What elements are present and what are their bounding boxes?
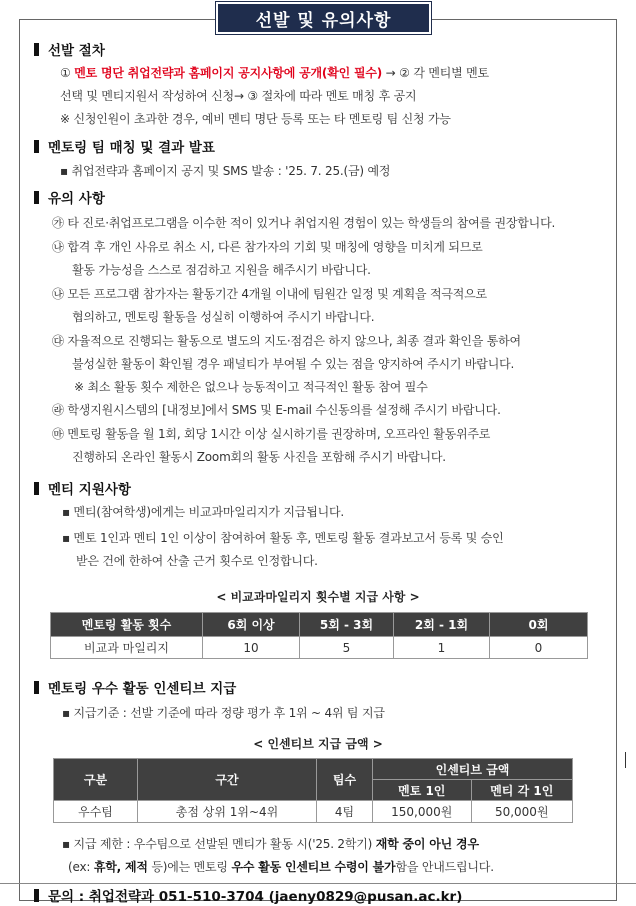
table-header-row: [54, 759, 573, 780]
table-cell: 1: [394, 637, 490, 659]
contact-text: 문의 : 취업전략과 051-510-3704 (jaeny0829@pusan.ac.kr): [48, 889, 463, 905]
limit-bold: 우수 활동 인센티브 수령이 불가: [231, 860, 396, 874]
table-cell: 5: [300, 637, 394, 659]
section-title: 멘티 지원사항: [48, 482, 131, 498]
incentive-table: [53, 758, 573, 823]
mileage-table-caption: < 비교과마일리지 횟수별 지급 사항 >: [216, 590, 420, 604]
section-marker: [34, 191, 39, 204]
highlight-text: 멘토 명단 취업전략과 홈페이지 공지사항에 공개(확인 필수): [74, 66, 383, 80]
note-item: ㉲ 멘토링 활동을 월 1회, 회당 1시간 이상 실시하기를 권장하며, 오프라인 활동위주로: [52, 427, 491, 441]
mentee-line-1: ▪ 멘티(참여학생)에게는 비교과마일리지가 지급됩니다.: [62, 505, 344, 519]
selection-line-2: 선택 및 멘티지원서 작성하여 신청→ ③ 절차에 따라 멘토 매칭 후 공지: [60, 89, 417, 103]
note-item-cont: 불성실한 활동이 확인될 경우 패널티가 부여될 수 있는 점을 양지하여 주시기 바랍니다.: [72, 357, 515, 371]
table-header: 5회 - 3회: [300, 613, 394, 637]
section-title: 멘토링 우수 활동 인센티브 지급: [48, 681, 237, 697]
table-row: [54, 801, 573, 823]
section-mentee-heading: [34, 478, 131, 498]
limit-text: 함을 안내드립니다.: [395, 860, 494, 874]
section-title: 유의 사항: [48, 191, 105, 207]
table-cell: 10: [203, 637, 300, 659]
step-number: ①: [60, 66, 71, 80]
table-header: 인센티브 금액: [373, 759, 573, 780]
section-selection-heading: [34, 39, 105, 59]
limit-text: ▪ 지급 제한 : 우수팀으로 선발된 멘티가 활동 시('25. 2학기): [62, 837, 373, 851]
table-cell: 우수팀: [54, 801, 138, 823]
note-item-cont: 진행하되 온라인 활동시 Zoom회의 활동 사진을 포함해 주시기 바랍니다.: [72, 450, 446, 464]
note-item-cont: 활동 가능성을 스스로 점검하고 지원을 해주시기 바랍니다.: [72, 263, 371, 277]
note-item: ㉮ 타 진로·취업프로그램을 이수한 적이 있거나 취업지원 경험이 있는 학생들의 참여를 권장합니다.: [52, 216, 556, 230]
margin-mark: [625, 752, 626, 768]
note-item: ㉱ 학생지원시스템의 [내정보]에서 SMS 및 E-mail 수신동의를 설정해 주시기 바랍니다.: [52, 403, 501, 417]
divider: [0, 883, 636, 884]
limit-line-2: [68, 858, 494, 875]
table-header: 0회: [490, 613, 588, 637]
table-cell: 0: [490, 637, 588, 659]
incentive-line-1: ▪ 지급기준 : 선발 기준에 따라 정량 평가 후 1위 ~ 4위 팀 지급: [62, 706, 385, 720]
section-notes-heading: [34, 187, 105, 207]
note-item: ㉯ 모든 프로그램 참가자는 활동기간 4개월 이내에 팀원간 일정 및 계획을 적극적으로: [52, 287, 487, 301]
section-marker: [34, 681, 39, 694]
mentee-line-2: ▪ 멘토 1인과 멘티 1인 이상이 참여하여 활동 후, 멘토링 활동 결과보고서 등록 및 승인: [62, 531, 504, 545]
section-title: 선발 절차: [48, 43, 105, 59]
matching-line-1: ▪ 취업전략과 홈페이지 공지 및 SMS 발송 : '25. 7. 25.(금) 예정: [60, 164, 391, 178]
mileage-table: [50, 612, 588, 659]
selection-note: ※ 신청인원이 초과한 경우, 예비 멘티 명단 등록 또는 타 멘토링 팀 신청 가능: [60, 112, 451, 126]
table-header: 2회 - 1회: [394, 613, 490, 637]
note-subnote: ※ 최소 활동 횟수 제한은 없으나 능동적이고 적극적인 활동 참여 필수: [74, 380, 428, 394]
table-cell: 50,000원: [471, 801, 572, 823]
limit-bold: 재학 중이 아닌 경우: [375, 837, 479, 851]
table-header-row: [51, 613, 588, 637]
table-header: 구분: [54, 759, 138, 801]
section-matching-heading: [34, 136, 215, 156]
section-marker: [34, 43, 39, 56]
table-row: [51, 637, 588, 659]
section-marker: [34, 140, 39, 153]
mentee-line-3: 받은 건에 한하여 산출 근거 횟수로 인정합니다.: [76, 554, 318, 568]
note-item-cont: 협의하고, 멘토링 활동을 성실히 이행하여 주시기 바랍니다.: [72, 310, 375, 324]
limit-text: 등)에는 멘토링: [151, 860, 228, 874]
limit-bold: 휴학, 제적: [93, 860, 148, 874]
table-cell: 150,000원: [373, 801, 472, 823]
table-header: 멘토 1인: [373, 780, 472, 801]
selection-line-1: [60, 64, 489, 81]
table-header: 6회 이상: [203, 613, 300, 637]
section-marker: [34, 889, 39, 902]
note-item: ㉰ 자율적으로 진행되는 활동으로 별도의 지도·점검은 하지 않으나, 최종 결과 확인을 통하여: [52, 334, 521, 348]
table-header: 멘토링 활동 횟수: [51, 613, 203, 637]
table-cell: 4팀: [317, 801, 373, 823]
limit-text: (ex:: [68, 860, 91, 874]
incentive-table-caption: < 인센티브 지급 금액 >: [253, 737, 383, 751]
table-header: 구간: [138, 759, 317, 801]
table-header: 멘티 각 1인: [471, 780, 572, 801]
note-item: ㉯ 합격 후 개인 사유로 취소 시, 다른 참가자의 기회 및 매칭에 영향을 미치게 되므로: [52, 240, 483, 254]
page-title: 선발 및 유의사항: [216, 2, 431, 34]
contact-line: [34, 885, 462, 905]
selection-text: → ② 각 멘티별 멘토: [385, 66, 489, 80]
section-title: 멘토링 팀 매칭 및 결과 발표: [48, 140, 215, 156]
table-cell: 비교과 마일리지: [51, 637, 203, 659]
limit-line-1: [62, 835, 479, 852]
section-marker: [34, 482, 39, 495]
table-cell: 총점 상위 1위~4위: [138, 801, 317, 823]
table-header: 팀수: [317, 759, 373, 801]
section-incentive-heading: [34, 677, 236, 697]
